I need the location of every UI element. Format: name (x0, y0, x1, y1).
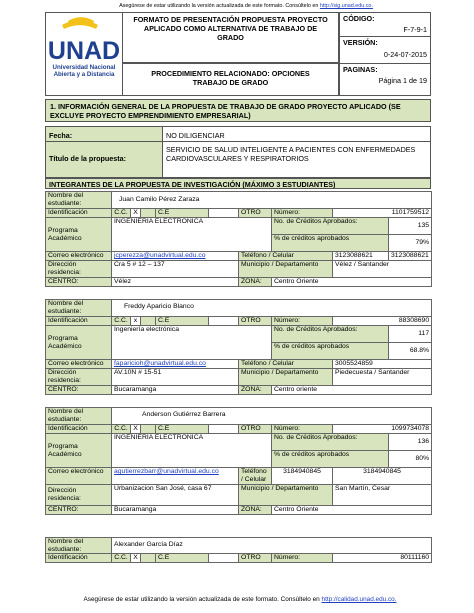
student-2-direccion[interactable]: AV.10N # 15-51 (112, 369, 239, 386)
ce-label: C.E (156, 425, 209, 434)
student-1-table (45, 191, 432, 287)
student-1-telefono2[interactable]: 3123088621 (389, 252, 432, 261)
programa-label: Programa Académico (46, 434, 112, 468)
student-3-nombre[interactable]: Anderson Gutiérrez Barrera (112, 408, 432, 425)
header-note: Asegúrese de estar utilizando la versión actualizada de este formato. Consúltelo en http://sig.unad.edu.co. (119, 3, 373, 9)
form-title: FORMATO DE PRESENTACIÓN PROPUESTA PROYECTO APLICADO COMO ALTERNATIVA DE TRABAJO DE GRADO (133, 15, 328, 42)
paginas-value: Página 1 de 19 (378, 76, 427, 85)
student-2-municipio[interactable]: Piedecuesta / Santander (333, 369, 432, 386)
numero-label: Número: (272, 425, 333, 434)
student-1-direccion-row (46, 261, 432, 278)
student-2-id-row (46, 317, 432, 326)
student-1-correo-row (46, 252, 432, 261)
numero-label: Número: (272, 554, 333, 563)
student-3-telefono[interactable]: 3184940845 (272, 468, 333, 485)
student-3-table (45, 407, 432, 515)
creditos-label: No. de Créditos Aprobados: (272, 434, 389, 451)
student-2-zona[interactable]: Centro oriente (272, 386, 432, 395)
otro-label: OTRO (239, 425, 272, 434)
telefono-label: Teléfono / Celular (239, 468, 272, 485)
integrantes-heading: INTEGRANTES DE LA PROPUESTA DE INVESTIGACIÓN (MÁXIMO 3 ESTUDIANTES) (45, 178, 431, 189)
otro-label: OTRO (239, 209, 272, 218)
form-title-cell (122, 12, 339, 63)
student-2-nombre[interactable]: Freddy Aparicio Blanco (112, 300, 432, 317)
zona-label: ZONA: (239, 278, 272, 287)
correo-label: Correo electrónico (46, 468, 112, 485)
centro-label: CENTRO: (46, 386, 112, 395)
student-4-id-row (46, 554, 432, 563)
identificacion-label: Identificación (46, 209, 112, 218)
student-3-id-row (46, 425, 432, 434)
correo-label: Correo electrónico (46, 252, 112, 261)
student-2-name-row (46, 300, 432, 317)
identificacion-label: Identificación (46, 554, 112, 563)
student-2-cc-mark[interactable]: x (131, 317, 141, 326)
ce-label: C.E (156, 317, 209, 326)
footer-note: Asegúrese de estar utilizando la versión actualizada de este formato. Consúltelo en http://calidad.unad.edu.co. (83, 596, 397, 603)
student-1-correo[interactable]: jcperezza@unadvirtual.edu.co (114, 252, 206, 259)
student-4-numero[interactable]: 80111160 (333, 554, 432, 563)
direccion-label: Dirección residencia: (46, 369, 112, 386)
student-2-telefono[interactable]: 3005524859 (333, 360, 432, 369)
student-2-correo-row (46, 360, 432, 369)
cc-label: C.C. (112, 209, 131, 218)
student-1-porcentaje[interactable]: 79% (389, 235, 432, 252)
footer-note-link[interactable]: http://calidad.unad.edu.co. (321, 596, 397, 603)
correo-label: Correo electrónico (46, 360, 112, 369)
student-1-programa[interactable]: INGENIERIA ELECTRONICA (112, 218, 272, 252)
centro-label: CENTRO: (46, 278, 112, 287)
student-4-nombre[interactable]: Alexander García Díaz (112, 538, 432, 554)
student-2-numero[interactable]: 88308690 (333, 317, 432, 326)
telefono-label: Teléfono / Celular (239, 252, 333, 261)
student-3-direccion-row (46, 485, 432, 506)
student-3-numero[interactable]: 1099734078 (333, 425, 432, 434)
zona-label: ZONA: (239, 386, 272, 395)
procedure-cell (122, 63, 339, 96)
student-1-nombre[interactable]: Juan Camilo Pérez Zaraza (112, 192, 432, 209)
student-1-zona[interactable]: Centro Oriente (272, 278, 432, 287)
student-1-direccion[interactable]: Cra 5 # 12 – 137 (112, 261, 239, 278)
municipio-label: Municipio / Departamento (239, 485, 333, 506)
cc-label: C.C. (112, 425, 131, 434)
identificacion-label: Identificación (46, 317, 112, 326)
telefono-label: Teléfono / Celular (239, 360, 333, 369)
direccion-label: Dirección residencia: (46, 261, 112, 278)
student-1-centro-row (46, 278, 432, 287)
student-2-centro-row (46, 386, 432, 395)
student-1-cc-mark[interactable]: X (131, 209, 141, 218)
nombre-label: Nombre del estudiante: (46, 538, 112, 554)
student-2-programa[interactable]: Ingeniería electrónica (112, 326, 272, 360)
student-1-telefono[interactable]: 3123088621 (333, 252, 389, 261)
cc-label: C.C. (112, 317, 131, 326)
student-3-cc-mark[interactable]: X (131, 425, 141, 434)
student-3-creditos[interactable]: 136 (389, 434, 432, 451)
otro-label: OTRO (239, 317, 272, 326)
porcentaje-label: % de créditos aprobados (272, 235, 389, 252)
student-2-creditos[interactable]: 117 (389, 326, 432, 343)
student-3-direccion[interactable]: Urbanizacion San José, casa 67 (112, 485, 239, 506)
zona-label: ZONA: (239, 506, 272, 515)
student-2-correo[interactable]: faparicioh@unadvirtual.edu.co (114, 360, 206, 367)
paginas-label: PAGINAS: (343, 65, 378, 74)
student-3-creditos-row (46, 434, 432, 451)
porcentaje-label: % de créditos aprobados (272, 451, 389, 468)
titulo-label: Título de la propuesta: (46, 142, 163, 177)
logo-line2: Abierta y a Distancia (53, 71, 115, 78)
logo-line1: Universidad Nacional (52, 64, 116, 71)
nombre-label: Nombre del estudiante: (46, 408, 112, 425)
header-note-link[interactable]: http://sig.unad.edu.co. (319, 3, 373, 9)
student-2-direccion-row (46, 369, 432, 386)
numero-label: Número: (272, 209, 333, 218)
titulo-value[interactable]: SERVICIO DE SALUD INTELIGENTE A PACIENTES CON ENFERMEDADES CARDIOVASCULARES Y RESPIRATORIOS (166, 145, 416, 163)
form-meta (339, 12, 431, 96)
ce-label: C.E (156, 209, 209, 218)
cc-label: C.C. (112, 554, 131, 563)
student-3-centro[interactable]: Bucaramanga (112, 506, 239, 515)
student-3-municipio[interactable]: San Martín, Cesar (333, 485, 432, 506)
student-3-programa[interactable]: INGENIERIA ELECTRONICA (112, 434, 272, 468)
student-3-correo-row (46, 468, 432, 485)
numero-label: Número: (272, 317, 333, 326)
student-4-table (45, 537, 432, 563)
student-3-name-row (46, 408, 432, 425)
student-1-numero[interactable]: 1101759512 (333, 209, 432, 218)
student-3-correo[interactable]: agutierrezbarr@unadvirtual.edu.co (114, 468, 219, 475)
codigo-value: F-7-9-1 (403, 25, 427, 34)
student-1-creditos-row (46, 218, 432, 235)
student-1-id-row (46, 209, 432, 218)
otro-label: OTRO (239, 554, 272, 563)
student-1-centro[interactable]: Vélez (112, 278, 239, 287)
porcentaje-label: % de créditos aprobados (272, 343, 389, 360)
student-4-cc-mark[interactable]: X (131, 554, 141, 563)
fecha-value[interactable]: NO DILIGENCIAR (163, 127, 430, 142)
programa-label: Programa Académico (46, 326, 112, 360)
logo-wordmark: UNAD (47, 37, 121, 65)
student-4-name-row (46, 538, 432, 554)
student-3-telefono2[interactable]: 3184940845 (333, 468, 432, 485)
student-1-creditos[interactable]: 135 (389, 218, 432, 235)
student-2-table (45, 299, 432, 395)
student-2-creditos-row (46, 326, 432, 343)
unad-logo (46, 13, 122, 95)
direccion-label: Dirección residencia: (46, 485, 112, 506)
student-3-porcentaje[interactable]: 80% (389, 451, 432, 468)
student-1-municipio[interactable]: Vélez / Santander (333, 261, 432, 278)
creditos-label: No. de Créditos Aprobados: (272, 218, 389, 235)
creditos-label: No. de Créditos Aprobados: (272, 326, 389, 343)
student-3-zona[interactable]: Centro Oriente (272, 506, 432, 515)
centro-label: CENTRO: (46, 506, 112, 515)
procedure-label: PROCEDIMIENTO RELACIONADO: OPCIONES TRABAJO DE GRADO (151, 69, 310, 87)
version-value: 0-24-07-2015 (383, 50, 427, 59)
nombre-label: Nombre del estudiante: (46, 192, 112, 209)
nombre-label: Nombre del estudiante: (46, 300, 112, 317)
codigo-label: CÓDIGO: (343, 14, 375, 23)
student-2-centro[interactable]: Bucaramanga (112, 386, 239, 395)
identificacion-label: Identificación (46, 425, 112, 434)
student-1-name-row (46, 192, 432, 209)
student-3-centro-row (46, 506, 432, 515)
section1-heading: 1. INFORMACIÓN GENERAL DE LA PROPUESTA DE TRABAJO DE GRADO PROYECTO APLICADO (SE EXCLUYE PROYECTO EMPRENDIMIENTO EMPRESARIAL) (45, 99, 431, 122)
unad-logo-mark (46, 13, 122, 95)
fecha-label: Fecha: (46, 127, 163, 142)
ce-label: C.E (156, 554, 209, 563)
student-2-porcentaje[interactable]: 68.8% (389, 343, 432, 360)
municipio-label: Municipio / Departamento (239, 261, 333, 278)
programa-label: Programa Académico (46, 218, 112, 252)
version-label: VERSIÓN: (343, 38, 378, 47)
municipio-label: Municipio / Departamento (239, 369, 333, 386)
